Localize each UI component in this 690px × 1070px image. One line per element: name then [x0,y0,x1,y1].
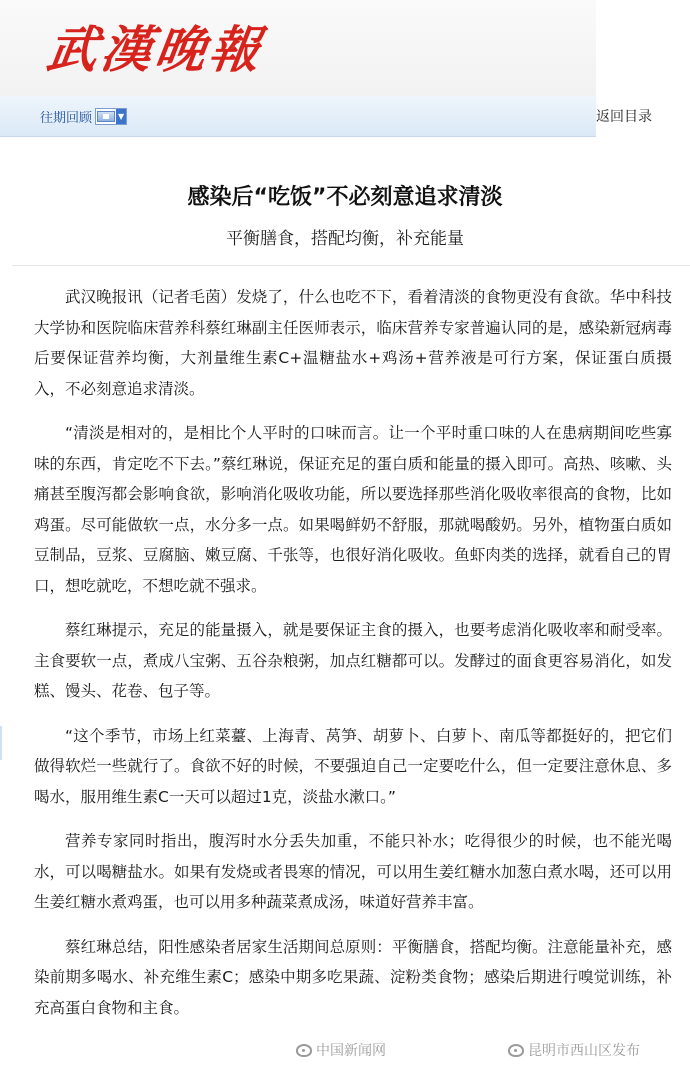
weibo-icon [508,1044,524,1057]
date-picker[interactable] [95,108,127,125]
article-paragraph: 营养专家同时指出，腹泻时水分丢失加重，不能只补水；吃得很少的时候，也不能光喝水，可以喝糖盐水。如果有发烧或者畏寒的情况，可以用生姜红糖水加葱白煮水喝，还可以用生姜红糖水煮鸡蛋，也可以用多种蔬菜煮成汤，味道好营养丰富。 [34,832,672,911]
chevron-down-icon[interactable]: ▼ [116,109,126,124]
masthead [0,0,596,96]
watermark-left [296,1040,386,1060]
article-paragraph: “这个季节，市场上红菜薹、上海青、莴笋、胡萝卜、白萝卜、南瓜等都挺好的，把它们做得软烂一些就行了。食欲不好的时候，不要强迫自己一定要吃什么，但一定要注意休息、多喝水，服用维生素C一天可以超过1克，淡盐水漱口。” [34,726,672,806]
watermark-right [508,1040,640,1060]
newspaper-logo: 武漢晚報 [43,20,268,79]
article-title: 感染后“吃饭”不必刻意追求清淡 [187,185,503,210]
back-to-contents-link[interactable]: 返回目录 [596,109,652,125]
navbar [0,96,596,137]
weibo-icon [296,1044,312,1057]
watermark-right-text: 昆明市西山区发布 [528,1043,640,1059]
divider [12,265,690,266]
archive-label[interactable]: 往期回顾 [40,111,93,126]
article-paragraph: 武汉晚报讯（记者毛茵）发烧了，什么也吃不下，看着清淡的食物更没有食欲。华中科技大学协和医院临床营养科蔡红琳副主任医师表示，临床营养专家普遍认同的是，感染新冠病毒后要保证营养均衡，大剂量维生素C+温糖盐水+鸡汤+营养液是可行方案，保证蛋白质摄入，不必刻意追求清淡。 [34,288,672,398]
article-subtitle: 平衡膳食，搭配均衡，补充能量 [226,229,464,249]
article-paragraph: “清淡是相对的，是相比个人平时的口味而言。让一个平时重口味的人在患病期间吃些寡味的东西，肯定吃不下去。”蔡红琳说，保证充足的蛋白质和能量的摄入即可。高热、咳嗽、头痛甚至腹泻都会影响食欲，影响消化吸收功能，所以要选择那些消化吸收率很高的食物，比如鸡蛋。尽可能做软一点，水分多一点。如果喝鲜奶不舒服，那就喝酸奶。另外，植物蛋白质如豆制品，豆浆、豆腐脑、嫩豆腐、千张等，也很好消化吸收。鱼虾肉类的选择，就看自己的胃口，想吃就吃，不想吃就不强求。 [34,424,672,595]
scroll-edge [0,726,2,760]
article-paragraph: 蔡红琳总结，阳性感染者居家生活期间总原则：平衡膳食，搭配均衡。注意能量补充，感染前期多喝水、补充维生素C；感染中期多吃果蔬、淀粉类食物；感染后期进行嗅觉训练，补充高蛋白食物和主食。 [34,937,672,1017]
article-paragraph: 蔡红琳提示，充足的能量摄入，就是要保证主食的摄入，也要考虑消化吸收率和耐受率。主食要软一点，煮成八宝粥、五谷杂粮粥，加点红糖都可以。发酵过的面食更容易消化，如发糕、馒头、花卷、包子等。 [34,621,672,700]
article-body [34,282,672,1037]
calendar-icon[interactable] [97,111,115,122]
watermark-left-text: 中国新闻网 [316,1043,386,1059]
archive-link[interactable] [40,107,127,126]
